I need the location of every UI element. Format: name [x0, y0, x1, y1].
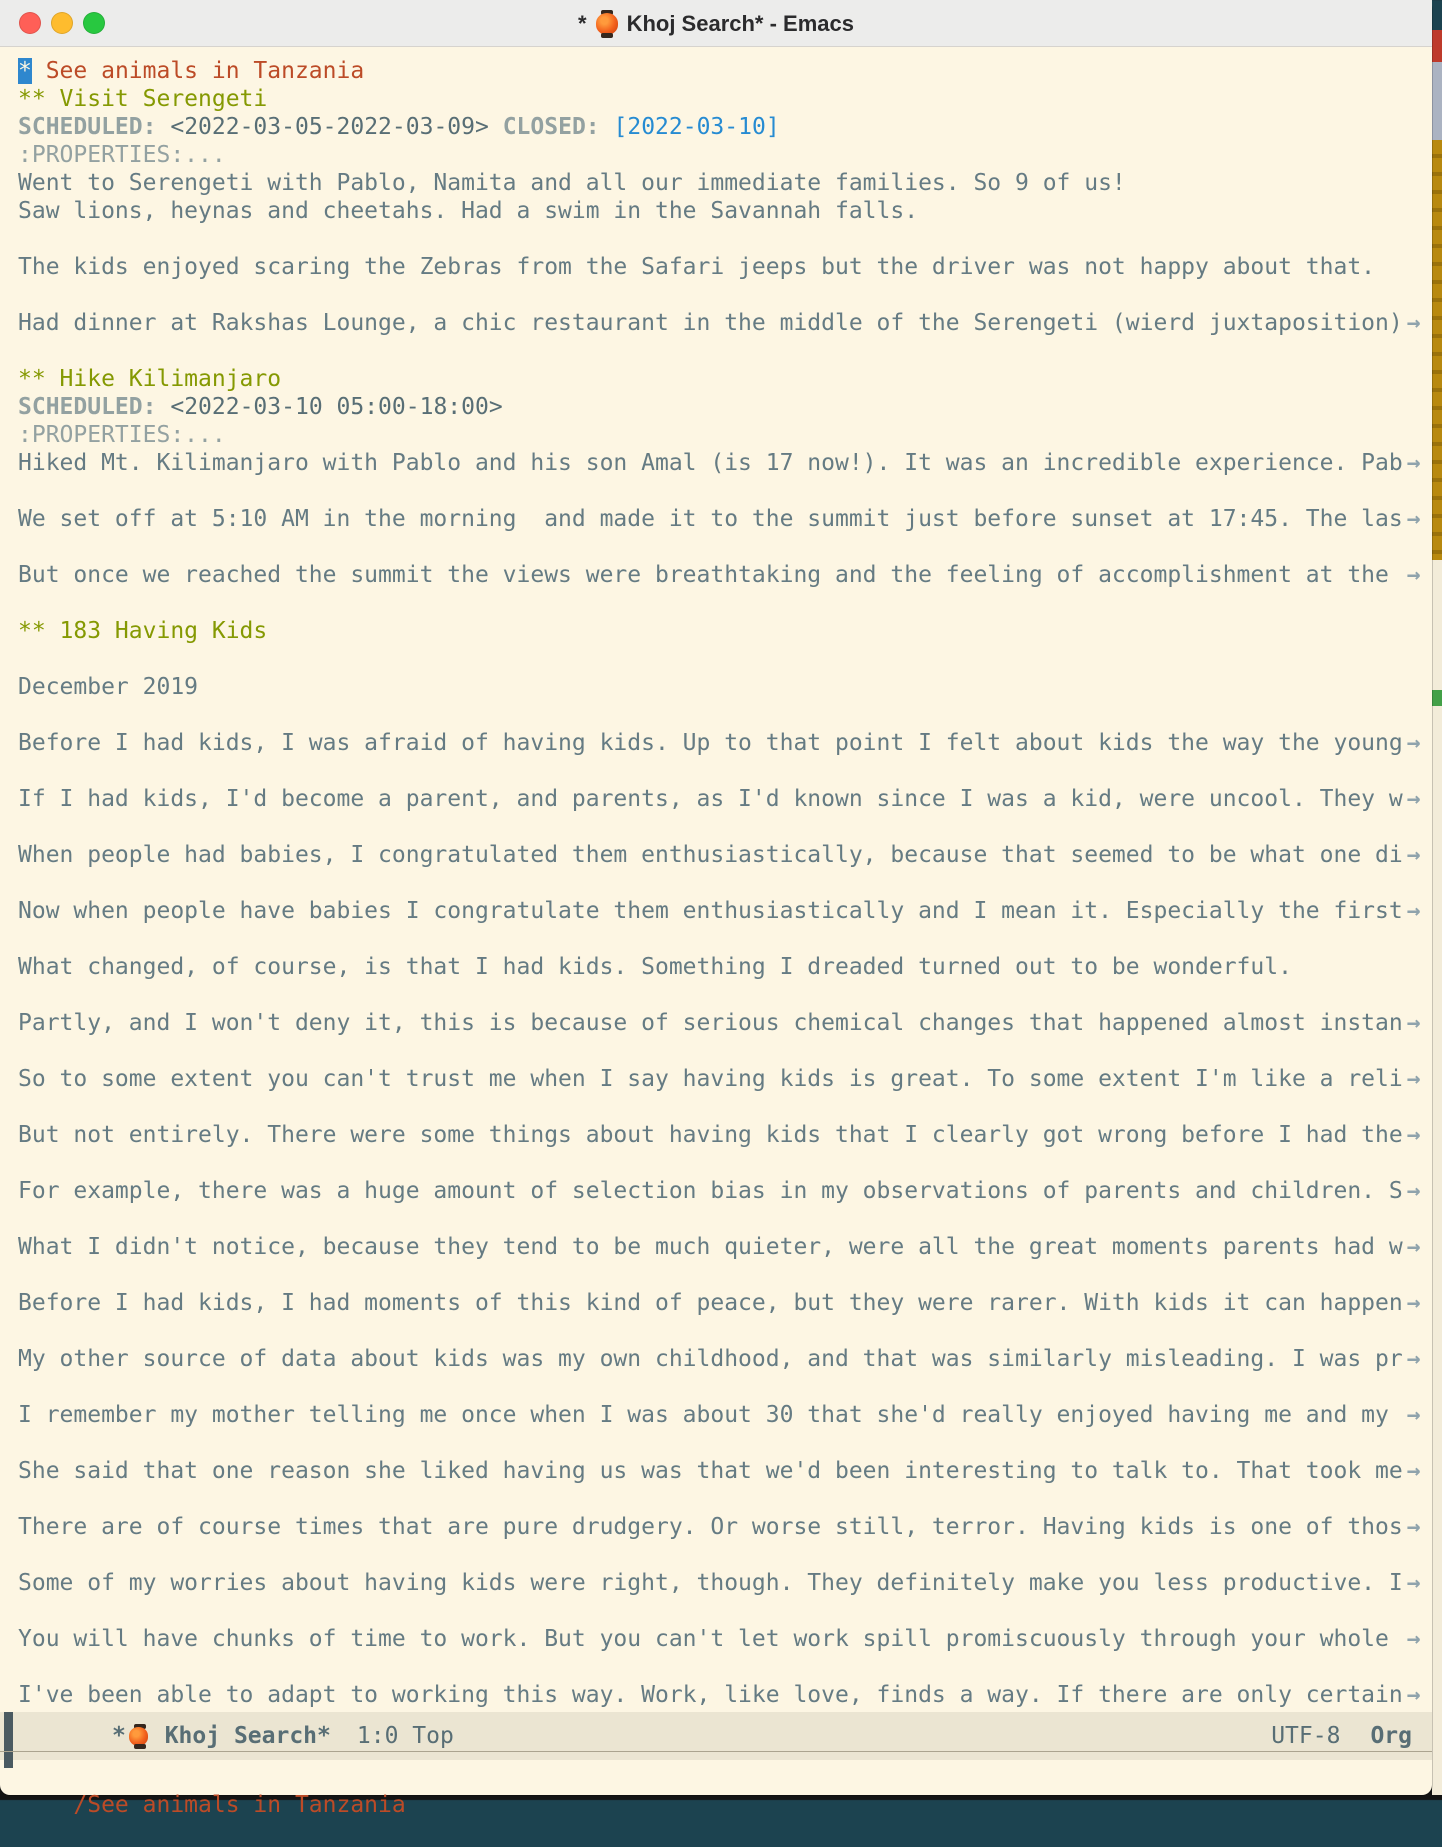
buffer-text-segment: What I didn't notice, because they tend to be much quieter, were all the great moments parents had w [18, 1234, 1403, 1260]
buffer-line[interactable] [18, 1037, 1432, 1065]
buffer-text-segment: Had dinner at Rakshas Lounge, a chic restaurant in the middle of the Serengeti (wierd juxtaposition) [18, 310, 1403, 336]
buffer-line[interactable] [18, 617, 1432, 645]
line-continuation-arrow-icon: → [1406, 310, 1421, 336]
buffer-name-prefix[interactable]: * [112, 1723, 126, 1749]
buffer-line[interactable] [18, 1373, 1432, 1401]
buffer-line[interactable] [18, 785, 1432, 813]
buffer-line[interactable] [18, 1177, 1432, 1205]
buffer-text-segment: But once we reached the summit the views were breathtaking and the feeling of accomplishment at the [18, 562, 1403, 588]
line-continuation-arrow-icon: → [1406, 1570, 1421, 1596]
line-continuation-arrow-icon: → [1406, 506, 1421, 532]
buffer-line[interactable] [18, 1205, 1432, 1233]
buffer-text-segment: :PROPERTIES:... [18, 142, 226, 168]
buffer-text-segment: My other source of data about kids was my own childhood, and that was similarly misleading. I was pr [18, 1346, 1403, 1372]
buffer-line[interactable] [18, 1261, 1432, 1289]
line-continuation-arrow-icon: → [1406, 842, 1421, 868]
buffer-line[interactable] [18, 421, 1432, 449]
text-cursor: * [18, 58, 32, 84]
background-sliver-red [1432, 30, 1442, 62]
line-continuation-arrow-icon: → [1406, 562, 1421, 588]
buffer-text-segment: ** Hike Kilimanjaro [18, 366, 282, 392]
buffer-line[interactable] [18, 1597, 1432, 1625]
buffer-line[interactable] [18, 757, 1432, 785]
buffer-text-segment: There are of course times that are pure drudgery. Or worse still, terror. Having kids is one of thos [18, 1514, 1403, 1540]
buffer-text-segment: But not entirely. There were some things about having kids that I clearly got wrong before I had the [18, 1122, 1403, 1148]
buffer-line[interactable] [18, 1233, 1432, 1261]
buffer-line[interactable] [18, 981, 1432, 1009]
buffer-line[interactable] [18, 337, 1432, 365]
buffer-line[interactable] [18, 253, 1432, 281]
buffer-text-segment: For example, there was a huge amount of selection bias in my observations of parents and children. S [18, 1178, 1403, 1204]
buffer-text-segment: See animals in Tanzania [31, 58, 365, 84]
background-sliver-gray [1432, 62, 1442, 140]
buffer-text-segment: What changed, of course, is that I had kids. Something I dreaded turned out to be wonderful. [18, 954, 1292, 980]
buffer-text-segment: Before I had kids, I was afraid of having kids. Up to that point I felt about kids the way the young [18, 730, 1403, 756]
line-continuation-arrow-icon: → [1406, 450, 1421, 476]
buffer-line[interactable] [18, 729, 1432, 757]
lantern-icon [595, 10, 619, 38]
buffer-text-segment [600, 114, 614, 140]
buffer-line[interactable] [18, 225, 1432, 253]
buffer-text-segment: If I had kids, I'd become a parent, and parents, as I'd known since I was a kid, were uncool. They w [18, 786, 1403, 812]
buffer-line[interactable] [18, 113, 1432, 141]
line-continuation-arrow-icon: → [1406, 1346, 1421, 1372]
cursor-position-indicator[interactable]: 1:0 Top [356, 1723, 454, 1749]
major-mode-indicator[interactable]: Org [1370, 1723, 1412, 1749]
buffer-text-segment: You will have chunks of time to work. But you can't let work spill promiscuously through your whole [18, 1626, 1403, 1652]
buffer-text-segment: We set off at 5:10 AM in the morning and made it to the summit just before sunset at 17:45. The las [18, 506, 1403, 532]
buffer-line[interactable] [18, 477, 1432, 505]
buffer-line[interactable] [18, 505, 1432, 533]
line-continuation-arrow-icon: → [1406, 1234, 1421, 1260]
buffer-text-segment: [2022-03-10] [613, 114, 780, 140]
window-title [0, 0, 1432, 47]
buffer-line[interactable] [18, 169, 1432, 197]
buffer-line[interactable] [18, 393, 1432, 421]
line-continuation-arrow-icon: → [1406, 1122, 1421, 1148]
buffer-line[interactable] [18, 1569, 1432, 1597]
buffer-text-segment: Now when people have babies I congratulate them enthusiastically and I mean it. Especially the first [18, 898, 1403, 924]
buffer-line[interactable] [18, 449, 1432, 477]
buffer-text-segment: Before I had kids, I had moments of this kind of peace, but they were rarer. With kids it can happen [18, 1290, 1403, 1316]
buffer-line[interactable] [18, 1149, 1432, 1177]
buffer-line[interactable] [18, 841, 1432, 869]
buffer-text-segment: <2022-03-05-2022-03-09> [170, 114, 489, 140]
window-title-prefix: * [578, 10, 587, 36]
buffer-line[interactable] [18, 925, 1432, 953]
buffer-line[interactable] [18, 1093, 1432, 1121]
buffer-line[interactable] [18, 953, 1432, 981]
buffer-text-segment: She said that one reason she liked having us was that we'd been interesting to talk to. That took me [18, 1458, 1403, 1484]
buffer-text-segment: Some of my worries about having kids were right, though. They definitely make you less productive. I [18, 1570, 1403, 1596]
buffer-text-segment: Hiked Mt. Kilimanjaro with Pablo and his son Amal (is 17 now!). It was an incredible experience. Pab [18, 450, 1403, 476]
buffer-text-segment: Saw lions, heynas and cheetahs. Had a swim in the Savannah falls. [18, 198, 919, 224]
line-continuation-arrow-icon: → [1406, 1458, 1421, 1484]
buffer-text-segment: So to some extent you can't trust me when I say having kids is great. To some extent I'm like a reli [18, 1066, 1403, 1092]
line-continuation-arrow-icon: → [1406, 1010, 1421, 1036]
buffer-line[interactable] [18, 561, 1432, 589]
line-continuation-arrow-icon: → [1406, 1402, 1421, 1428]
line-continuation-arrow-icon: → [1406, 898, 1421, 924]
buffer-line[interactable] [18, 197, 1432, 225]
buffer-text-segment [156, 114, 170, 140]
buffer-line[interactable] [18, 1625, 1432, 1653]
buffer-text-segment: <2022-03-10 05:00-18:00> [170, 394, 503, 420]
buffer-line[interactable] [18, 897, 1432, 925]
title-bar [0, 0, 1432, 47]
buffer-line[interactable] [18, 701, 1432, 729]
background-sliver-green [1432, 690, 1442, 706]
buffer-text-segment: CLOSED: [502, 114, 600, 140]
search-query[interactable]: /See animals in Tanzania [73, 1792, 406, 1818]
buffer-text-segment: When people had babies, I congratulated them enthusiastically, because that seemed to be what one di [18, 842, 1403, 868]
background-sliver-cream [1432, 560, 1442, 1795]
buffer-line[interactable] [18, 1345, 1432, 1373]
buffer-line[interactable] [18, 1457, 1432, 1485]
buffer-text-segment: I remember my mother telling me once when I was about 30 that she'd really enjoyed having me and my [18, 1402, 1403, 1428]
buffer-text-segment: December 2019 [18, 674, 199, 700]
minibuffer[interactable] [0, 1760, 1432, 1818]
buffer-line[interactable] [18, 85, 1432, 113]
line-continuation-arrow-icon: → [1406, 1290, 1421, 1316]
line-continuation-arrow-icon: → [1406, 1626, 1421, 1652]
buffer-line[interactable] [18, 1289, 1432, 1317]
buffer-text-segment [156, 394, 170, 420]
buffer-text-segment: SCHEDULED: [18, 394, 157, 420]
line-continuation-arrow-icon: → [1406, 786, 1421, 812]
buffer-text-segment: SCHEDULED: [18, 114, 157, 140]
lantern-icon [128, 1724, 149, 1749]
line-continuation-arrow-icon: → [1406, 1066, 1421, 1092]
buffer-line[interactable] [18, 309, 1432, 337]
buffer-line[interactable] [18, 1009, 1432, 1037]
buffer-text-segment [489, 114, 503, 140]
buffer-line[interactable] [18, 1401, 1432, 1429]
window-title-text: Khoj Search* - Emacs [626, 10, 854, 36]
buffer-line[interactable] [18, 533, 1432, 561]
buffer-line[interactable] [18, 1065, 1432, 1093]
buffer-line[interactable] [18, 1429, 1432, 1457]
line-continuation-arrow-icon: → [1406, 1178, 1421, 1204]
buffer-line[interactable] [18, 1485, 1432, 1513]
khoj-search-buffer[interactable] [0, 47, 1432, 1712]
buffer-line[interactable] [18, 1317, 1432, 1345]
encoding-indicator[interactable]: UTF-8 [1271, 1723, 1341, 1749]
mode-line [0, 1712, 1432, 1760]
buffer-text-segment: The kids enjoyed scaring the Zebras from the Safari jeeps but the driver was not happy about that. [18, 254, 1376, 280]
buffer-line[interactable] [18, 57, 1432, 85]
buffer-text-segment: :PROPERTIES:... [18, 422, 226, 448]
buffer-line[interactable] [18, 673, 1432, 701]
buffer-line[interactable] [18, 589, 1432, 617]
buffer-line[interactable] [18, 1681, 1432, 1709]
buffer-line[interactable] [18, 813, 1432, 841]
buffer-line[interactable] [18, 1121, 1432, 1149]
buffer-line[interactable] [18, 869, 1432, 897]
buffer-line[interactable] [18, 645, 1432, 673]
buffer-line[interactable] [18, 141, 1432, 169]
buffer-text-segment: Partly, and I won't deny it, this is because of serious chemical changes that happened almost instan [18, 1010, 1403, 1036]
buffer-text-segment: I've been able to adapt to working this way. Work, like love, finds a way. If there are only certain [18, 1682, 1403, 1708]
buffer-text-segment: Went to Serengeti with Pablo, Namita and all our immediate families. So 9 of us! [18, 170, 1126, 196]
buffer-text-segment: ** 183 Having Kids [18, 618, 268, 644]
buffer-line[interactable] [18, 1653, 1432, 1681]
buffer-name[interactable]: Khoj Search* [150, 1723, 331, 1749]
buffer-line[interactable] [18, 1513, 1432, 1541]
line-continuation-arrow-icon: → [1406, 1682, 1421, 1708]
buffer-text-segment: ** Visit Serengeti [18, 86, 268, 112]
buffer-line[interactable] [18, 281, 1432, 309]
background-sliver-gold [1432, 140, 1442, 560]
line-continuation-arrow-icon: → [1406, 730, 1421, 756]
buffer-line[interactable] [18, 1541, 1432, 1569]
line-continuation-arrow-icon: → [1406, 1514, 1421, 1540]
buffer-line[interactable] [18, 365, 1432, 393]
